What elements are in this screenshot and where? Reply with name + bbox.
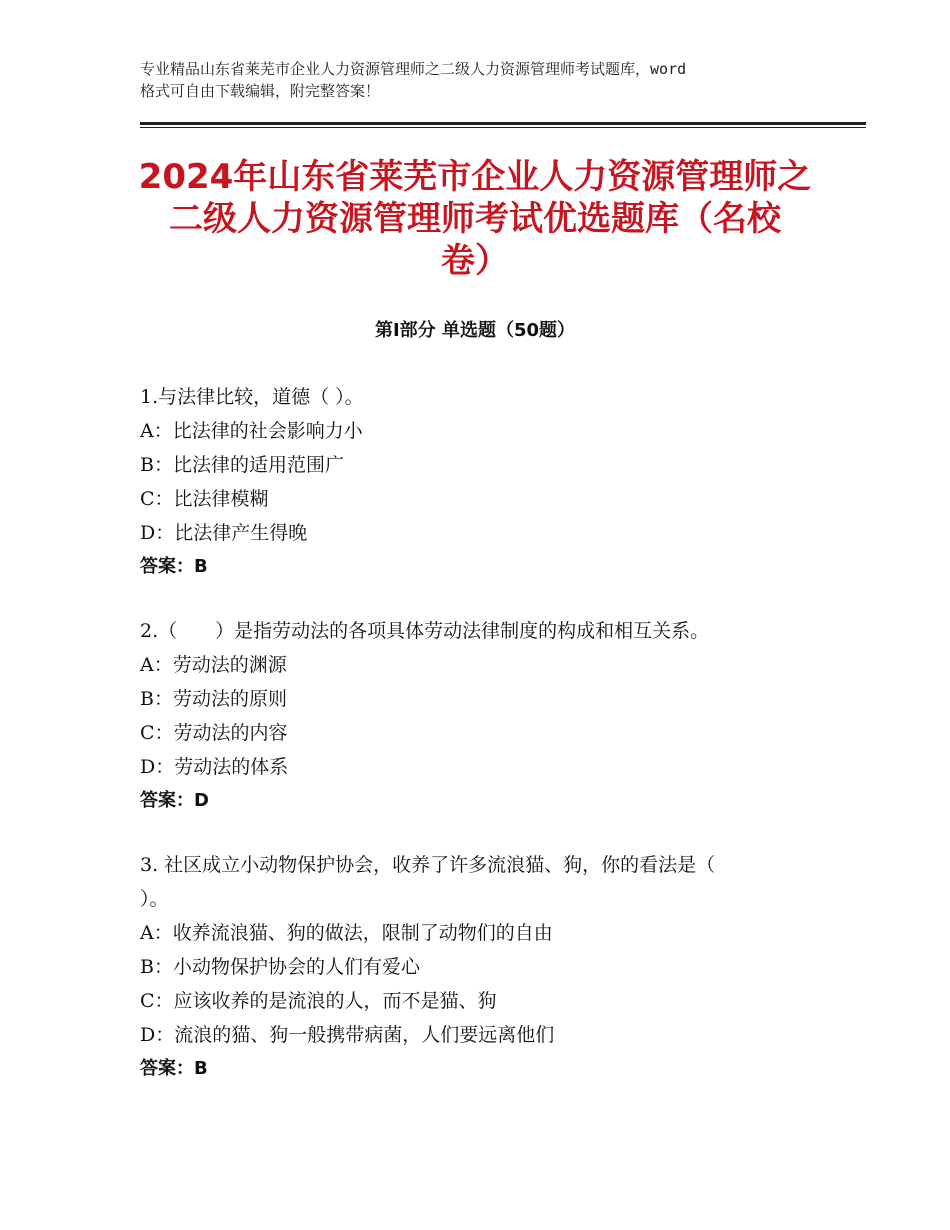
header-rule-thin (140, 127, 866, 128)
question-stem-continued: ）。 (140, 888, 169, 910)
document-title-line-3: 卷） (441, 241, 509, 281)
document-title (130, 156, 820, 282)
question-2 (140, 614, 820, 818)
answer-label: 答案：B (140, 1058, 208, 1079)
question-list (140, 380, 820, 1116)
document-title-line-2: 二级人力资源管理师考试优选题库（名校 (169, 199, 781, 239)
answer-label: 答案：D (140, 790, 209, 811)
option-d: D：劳动法的体系 (140, 756, 289, 778)
header-note (140, 58, 830, 102)
header-note-line-1: 专业精品山东省莱芜市企业人力资源管理师之二级人力资源管理师考试题库，word (140, 60, 687, 78)
option-d: D：流浪的猫、狗一般携带病菌，人们要远离他们 (140, 1024, 555, 1046)
option-b: B：小动物保护协会的人们有爱心 (140, 956, 420, 978)
option-c: C：应该收养的是流浪的人，而不是猫、狗 (140, 990, 497, 1012)
option-c: C：劳动法的内容 (140, 722, 288, 744)
section-title: 第Ⅰ部分 单选题（50题） (374, 320, 575, 341)
option-a: A：收养流浪猫、狗的做法，限制了动物们的自由 (140, 922, 553, 944)
question-stem: 2.（ ）是指劳动法的各项具体劳动法律制度的构成和相互关系。 (140, 620, 710, 642)
document-title-line-1: 2024年山东省莱芜市企业人力资源管理师之 (138, 157, 812, 197)
question-1 (140, 380, 820, 584)
answer-label: 答案：B (140, 556, 208, 577)
header-rule-thick (140, 122, 866, 125)
header-note-line-2: 格式可自由下载编辑，附完整答案！ (140, 82, 381, 100)
option-a: A：比法律的社会影响力小 (140, 420, 363, 442)
option-c: C：比法律模糊 (140, 488, 269, 510)
option-b: B：比法律的适用范围广 (140, 454, 344, 476)
question-stem: 3. 社区成立小动物保护协会，收养了许多流浪猫、狗，你的看法是（ (140, 854, 716, 876)
option-b: B：劳动法的原则 (140, 688, 287, 710)
question-stem: 1.与法律比较，道德（ ）。 (140, 386, 364, 408)
option-d: D：比法律产生得晚 (140, 522, 308, 544)
question-3 (140, 848, 820, 1086)
option-a: A：劳动法的渊源 (140, 654, 287, 676)
